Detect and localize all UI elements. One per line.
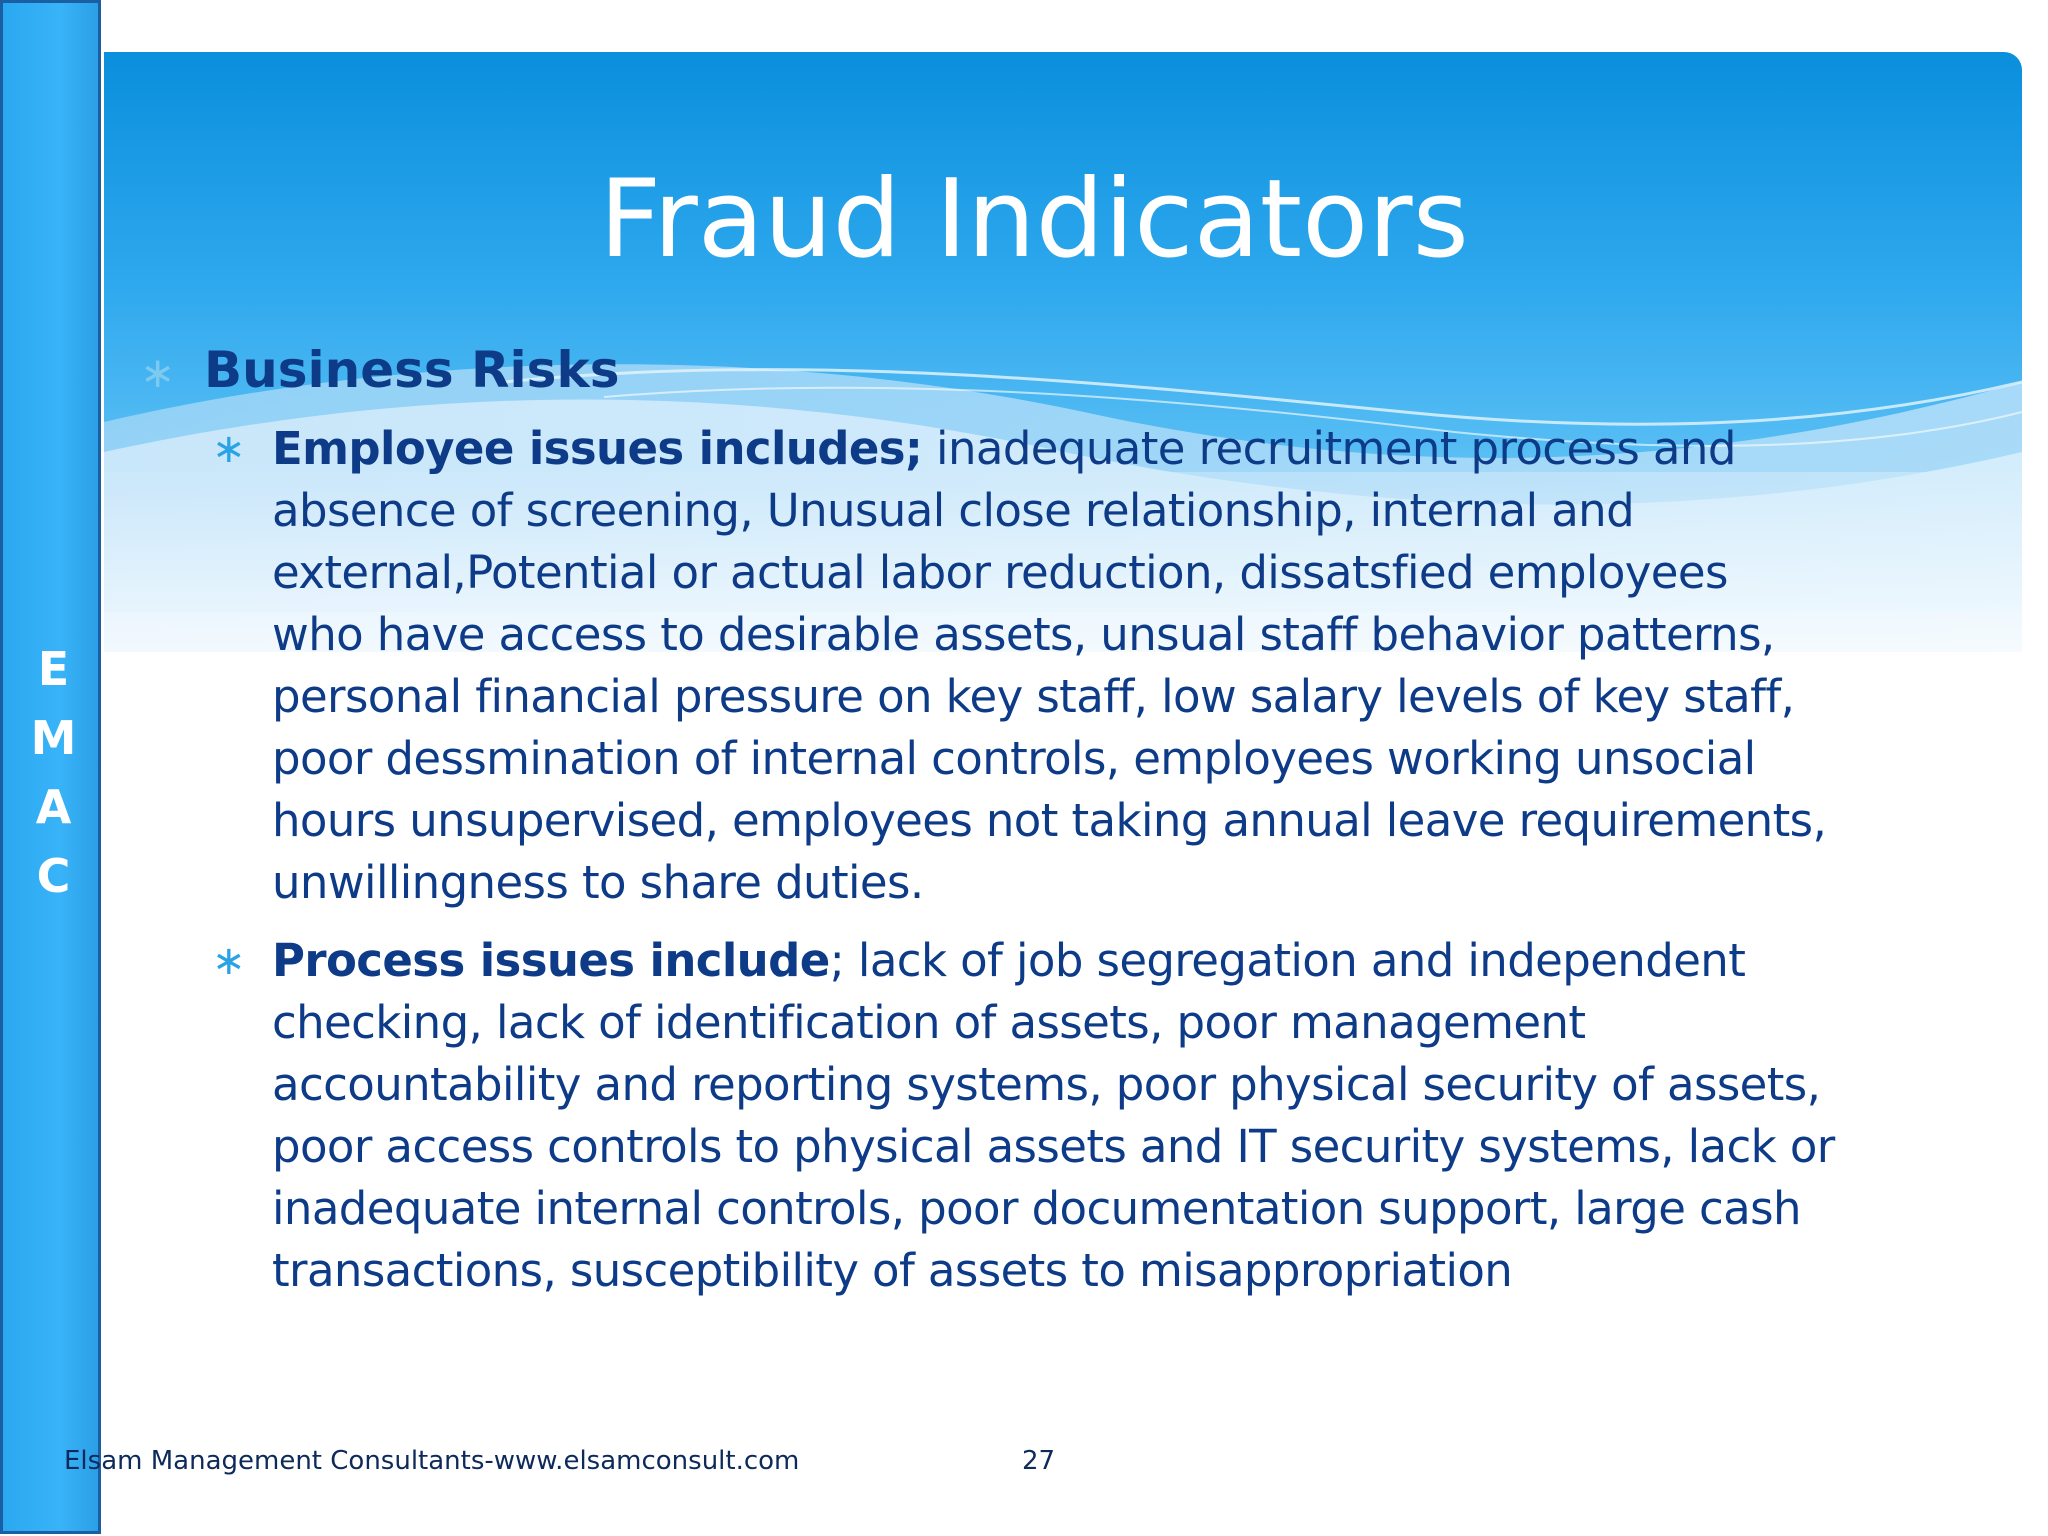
text-line: personal financial pressure on key staff, low salary levels of key staff, [272,670,1795,723]
section-heading [140,338,619,405]
sidebar-strip [0,0,101,1534]
footer-text: Elsam Management Consultants-www.elsamconsult.com [64,1446,800,1476]
sidebar-letter: M [30,711,77,765]
sidebar-letter: A [35,780,72,834]
text-line: who have access to desirable assets, unsual staff behavior patterns, [272,608,1775,661]
text-line: poor dessmination of internal controls, employees working unsocial [272,732,1756,785]
bullet-lead: Employee issues includes; [272,422,923,475]
section-heading-text: Business Risks [204,341,620,399]
sidebar-letters [3,635,104,911]
bullet-lead: Process issues include [272,934,830,987]
text-line: checking, lack of identification of assets, poor management [272,996,1586,1049]
bullet-process-issues [212,930,2002,1302]
slide-title: Fraud Indicators [599,157,1469,282]
sidebar-letter: E [37,642,70,696]
text-line: poor access controls to physical assets and IT security systems, lack or [272,1120,1835,1173]
text-line: transactions, susceptibility of assets to misappropriation [272,1244,1513,1297]
asterisk-bullet-icon: ∗ [212,426,245,472]
bullet-employee-issues [212,418,2002,914]
text-line [272,418,2002,480]
text-line: unwillingness to share duties. [272,856,924,909]
text-line: accountability and reporting systems, poor physical security of assets, [272,1058,1821,1111]
text-line: absence of screening, Unusual close relationship, internal and [272,484,1635,537]
asterisk-bullet-icon: ∗ [140,348,176,397]
page-number: 27 [1022,1446,1056,1476]
sidebar-letter: C [36,849,71,903]
text-line [272,930,2002,992]
asterisk-bullet-icon: ∗ [212,938,245,984]
bullet-text: ; lack of job segregation and independent [829,934,1746,987]
text-line: hours unsupervised, employees not taking annual leave requirements, [272,794,1827,847]
text-line: inadequate internal controls, poor documentation support, large cash [272,1182,1801,1235]
bullet-text: inadequate recruitment process and [922,422,1736,475]
text-line: external,Potential or actual labor reduction, dissatsfied employees [272,546,1728,599]
